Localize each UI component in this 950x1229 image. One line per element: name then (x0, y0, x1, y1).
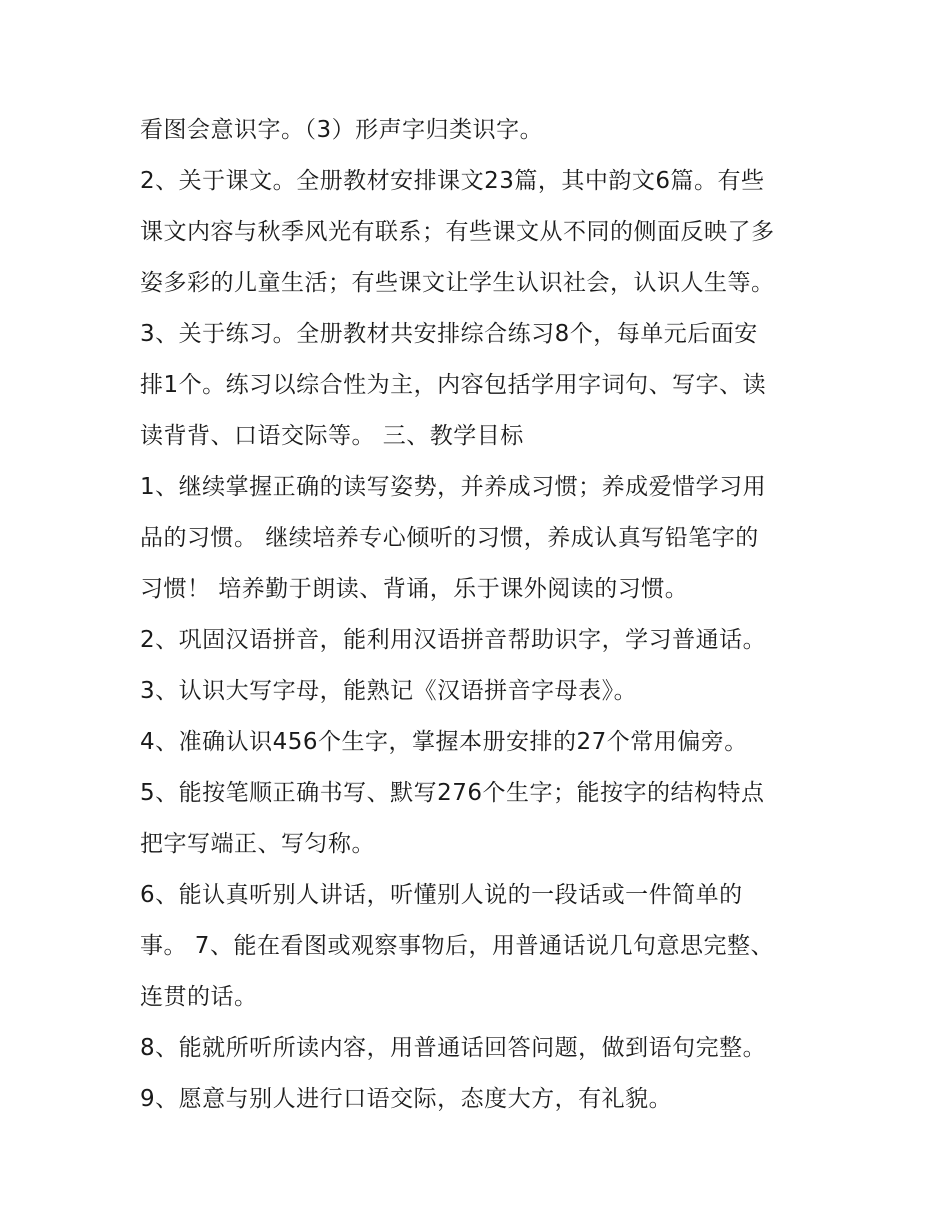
text-line: 姿多彩的儿童生活；有些课文让学生认识社会，认识人生等。 (140, 270, 775, 296)
text-line: 6、能认真听别人讲话，听懂别人说的一段话或一件简单的 (140, 882, 743, 908)
text-line: 4、准确认识456个生字，掌握本册安排的27个常用偏旁。 (140, 729, 748, 755)
text-line: 把字写端正、写匀称。 (140, 831, 375, 857)
text-line: 看图会意识字。（3）形声字归类识字。 (140, 117, 544, 143)
text-line: 3、关于练习。全册教材共安排综合练习8个，每单元后面安 (140, 321, 758, 347)
text-line: 5、能按笔顺正确书写、默写276个生字；能按字的结构特点 (140, 780, 765, 806)
text-line: 读背背、口语交际等。 三、教学目标 (140, 423, 524, 449)
text-line: 排1个。练习以综合性为主，内容包括学用字词句、写字、读 (140, 372, 767, 398)
document-body (140, 105, 830, 1125)
text-line: 8、能就所听所读内容，用普通话回答问题，做到语句完整。 (140, 1035, 767, 1061)
text-line: 课文内容与秋季风光有联系；有些课文从不同的侧面反映了多 (140, 219, 775, 245)
text-line: 2、关于课文。全册教材安排课文23篇，其中韵文6篇。有些 (140, 168, 765, 194)
text-line: 3、认识大写字母，能熟记《汉语拼音字母表》。 (140, 678, 638, 704)
text-line: 连贯的话。 (140, 984, 258, 1010)
text-line: 2、巩固汉语拼音，能利用汉语拼音帮助识字，学习普通话。 (140, 627, 767, 653)
text-line: 习惯！ 培养勤于朗读、背诵，乐于课外阅读的习惯。 (140, 576, 689, 602)
text-line: 品的习惯。 继续培养专心倾听的习惯，养成认真写铅笔字的 (140, 525, 759, 551)
text-line: 1、继续掌握正确的读写姿势，并养成习惯；养成爱惜学习用 (140, 474, 767, 500)
text-line: 事。 7、能在看图或观察事物后，用普通话说几句意思完整、 (140, 933, 774, 959)
text-line: 9、愿意与别人进行口语交际，态度大方，有礼貌。 (140, 1086, 673, 1112)
